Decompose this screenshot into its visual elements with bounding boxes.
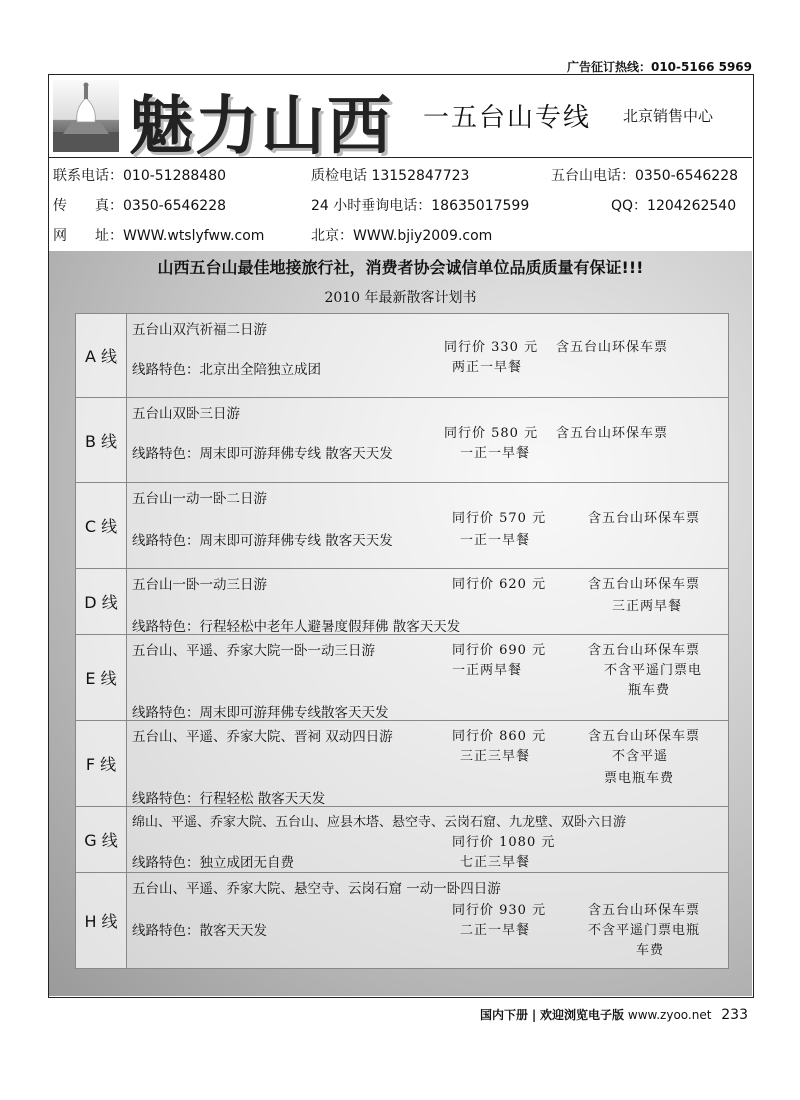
route-extra: 含五台山环保车票 <box>588 729 701 744</box>
pagoda-photo <box>53 80 119 152</box>
route-extra2: 不含平遥门票电瓶 <box>588 923 701 938</box>
route-meal: 一正两早餐 <box>452 663 523 678</box>
contact-tel: 联系电话：010-51288480 <box>53 168 227 184</box>
route-price: 同行价 690 元 <box>452 643 547 658</box>
route-price: 同行价 930 元 <box>452 903 547 918</box>
brand-title: 魅力山西 <box>129 89 393 164</box>
route-meal: 一正一早餐 <box>460 446 531 461</box>
footer-section: 国内下册 <box>479 1008 528 1022</box>
ad-hotline: 广告征订热线：010-5166 5969 <box>566 60 752 74</box>
ad-header <box>49 75 752 164</box>
routes-table <box>75 313 729 969</box>
route-label: B 线 <box>76 398 127 482</box>
contact-block <box>49 159 752 252</box>
route-subtitle: 一五台山专线 <box>423 103 592 133</box>
route-price: 同行价 570 元 <box>452 511 547 526</box>
plan-title: 2010 年最新散客计划书 <box>324 290 477 306</box>
route-row <box>76 398 728 483</box>
route-feature: 线路特色：北京出全陪独立成团 <box>132 362 321 378</box>
route-extra: 含五台山环保车票 <box>588 511 701 526</box>
route-label: D 线 <box>76 569 127 634</box>
route-extra: 含五台山环保车票 <box>556 426 669 441</box>
contact-hotline24: 24 小时垂询电话：18635017599 <box>311 198 530 214</box>
route-meal: 三正三早餐 <box>460 749 531 764</box>
route-feature: 线路特色：周末即可游拜佛专线散客天天发 <box>132 705 389 721</box>
route-meal: 两正一早餐 <box>452 360 523 375</box>
route-row <box>76 721 728 807</box>
route-extra3: 车费 <box>636 943 665 958</box>
contact-quality: 质检电话 13152847723 <box>311 168 470 184</box>
footer-site: www.zyoo.net <box>627 1008 712 1022</box>
route-label: F 线 <box>76 721 127 806</box>
route-label: H 线 <box>76 873 127 968</box>
route-label: E 线 <box>76 635 127 720</box>
route-row <box>76 483 728 569</box>
page-number: 233 <box>721 1007 748 1023</box>
route-extra2: 不含平遥门票电 <box>604 663 703 678</box>
route-name: 五台山双卧三日游 <box>132 406 240 422</box>
route-extra: 含五台山环保车票 <box>588 643 701 658</box>
office-name: 北京销售中心 <box>623 107 714 125</box>
route-extra3: 瓶车费 <box>628 683 671 698</box>
route-feature: 线路特色：独立成团无自费 <box>132 855 294 871</box>
contact-fax: 传 真：0350-6546228 <box>53 198 227 214</box>
route-meal: 一正一早餐 <box>460 533 531 548</box>
route-row <box>76 569 728 635</box>
route-label: A 线 <box>76 314 127 397</box>
route-price: 同行价 1080 元 <box>452 835 556 850</box>
contact-wutai: 五台山电话：0350-6546228 <box>551 168 739 184</box>
route-price: 同行价 330 元 <box>444 340 539 355</box>
route-name: 五台山、平遥、乔家大院、悬空寺、云岗石窟 一动一卧四日游 <box>132 881 501 897</box>
route-meal: 三正两早餐 <box>612 599 683 614</box>
footer-separator: | <box>531 1008 537 1022</box>
route-row <box>76 314 728 398</box>
contact-beijing-web: 北京：WWW.bjiy2009.com <box>311 228 493 244</box>
itinerary-panel <box>49 251 752 996</box>
route-feature: 线路特色：行程轻松中老年人避暑度假拜佛 散客天天发 <box>132 619 461 635</box>
route-row <box>76 807 728 873</box>
slogan: 山西五台山最佳地接旅行社，消费者协会诚信单位品质质量有保证!!! <box>157 258 644 277</box>
route-price: 同行价 860 元 <box>452 729 547 744</box>
route-name: 五台山双汽祈福二日游 <box>132 322 267 338</box>
route-extra3: 票电瓶车费 <box>604 771 675 786</box>
route-extra: 含五台山环保车票 <box>588 577 701 592</box>
route-extra2: 不含平遥 <box>612 749 669 764</box>
route-name: 五台山一卧一动三日游 <box>132 577 267 593</box>
route-feature: 线路特色：周末即可游拜佛专线 散客天天发 <box>132 446 393 462</box>
route-feature: 线路特色：行程轻松 散客天天发 <box>132 791 326 807</box>
route-name: 绵山、平遥、乔家大院、五台山、应县木塔、悬空寺、云岗石窟、九龙壁、双卧六日游 <box>132 815 627 830</box>
route-row <box>76 873 728 969</box>
route-name: 五台山一动一卧二日游 <box>132 491 267 507</box>
route-name: 五台山、平遥、乔家大院、晋祠 双动四日游 <box>132 729 393 745</box>
route-meal: 二正一早餐 <box>460 923 531 938</box>
route-extra: 含五台山环保车票 <box>588 903 701 918</box>
footer-welcome: 欢迎浏览电子版 <box>540 1008 625 1022</box>
route-label: C 线 <box>76 483 127 568</box>
route-feature: 线路特色：散客天天发 <box>132 923 267 939</box>
route-feature: 线路特色：周末即可游拜佛专线 散客天天发 <box>132 533 393 549</box>
route-price: 同行价 580 元 <box>444 426 539 441</box>
route-price: 同行价 620 元 <box>452 577 547 592</box>
contact-qq: QQ：1204262540 <box>611 198 737 214</box>
contact-web: 网 址：WWW.wtslyfww.com <box>53 228 265 244</box>
route-row <box>76 635 728 721</box>
page-footer <box>480 1006 748 1023</box>
route-name: 五台山、平遥、乔家大院一卧一动三日游 <box>132 643 375 659</box>
route-extra: 含五台山环保车票 <box>556 340 669 355</box>
route-label: G 线 <box>76 807 127 872</box>
ad-frame <box>48 74 754 998</box>
route-meal: 七正三早餐 <box>460 855 531 870</box>
